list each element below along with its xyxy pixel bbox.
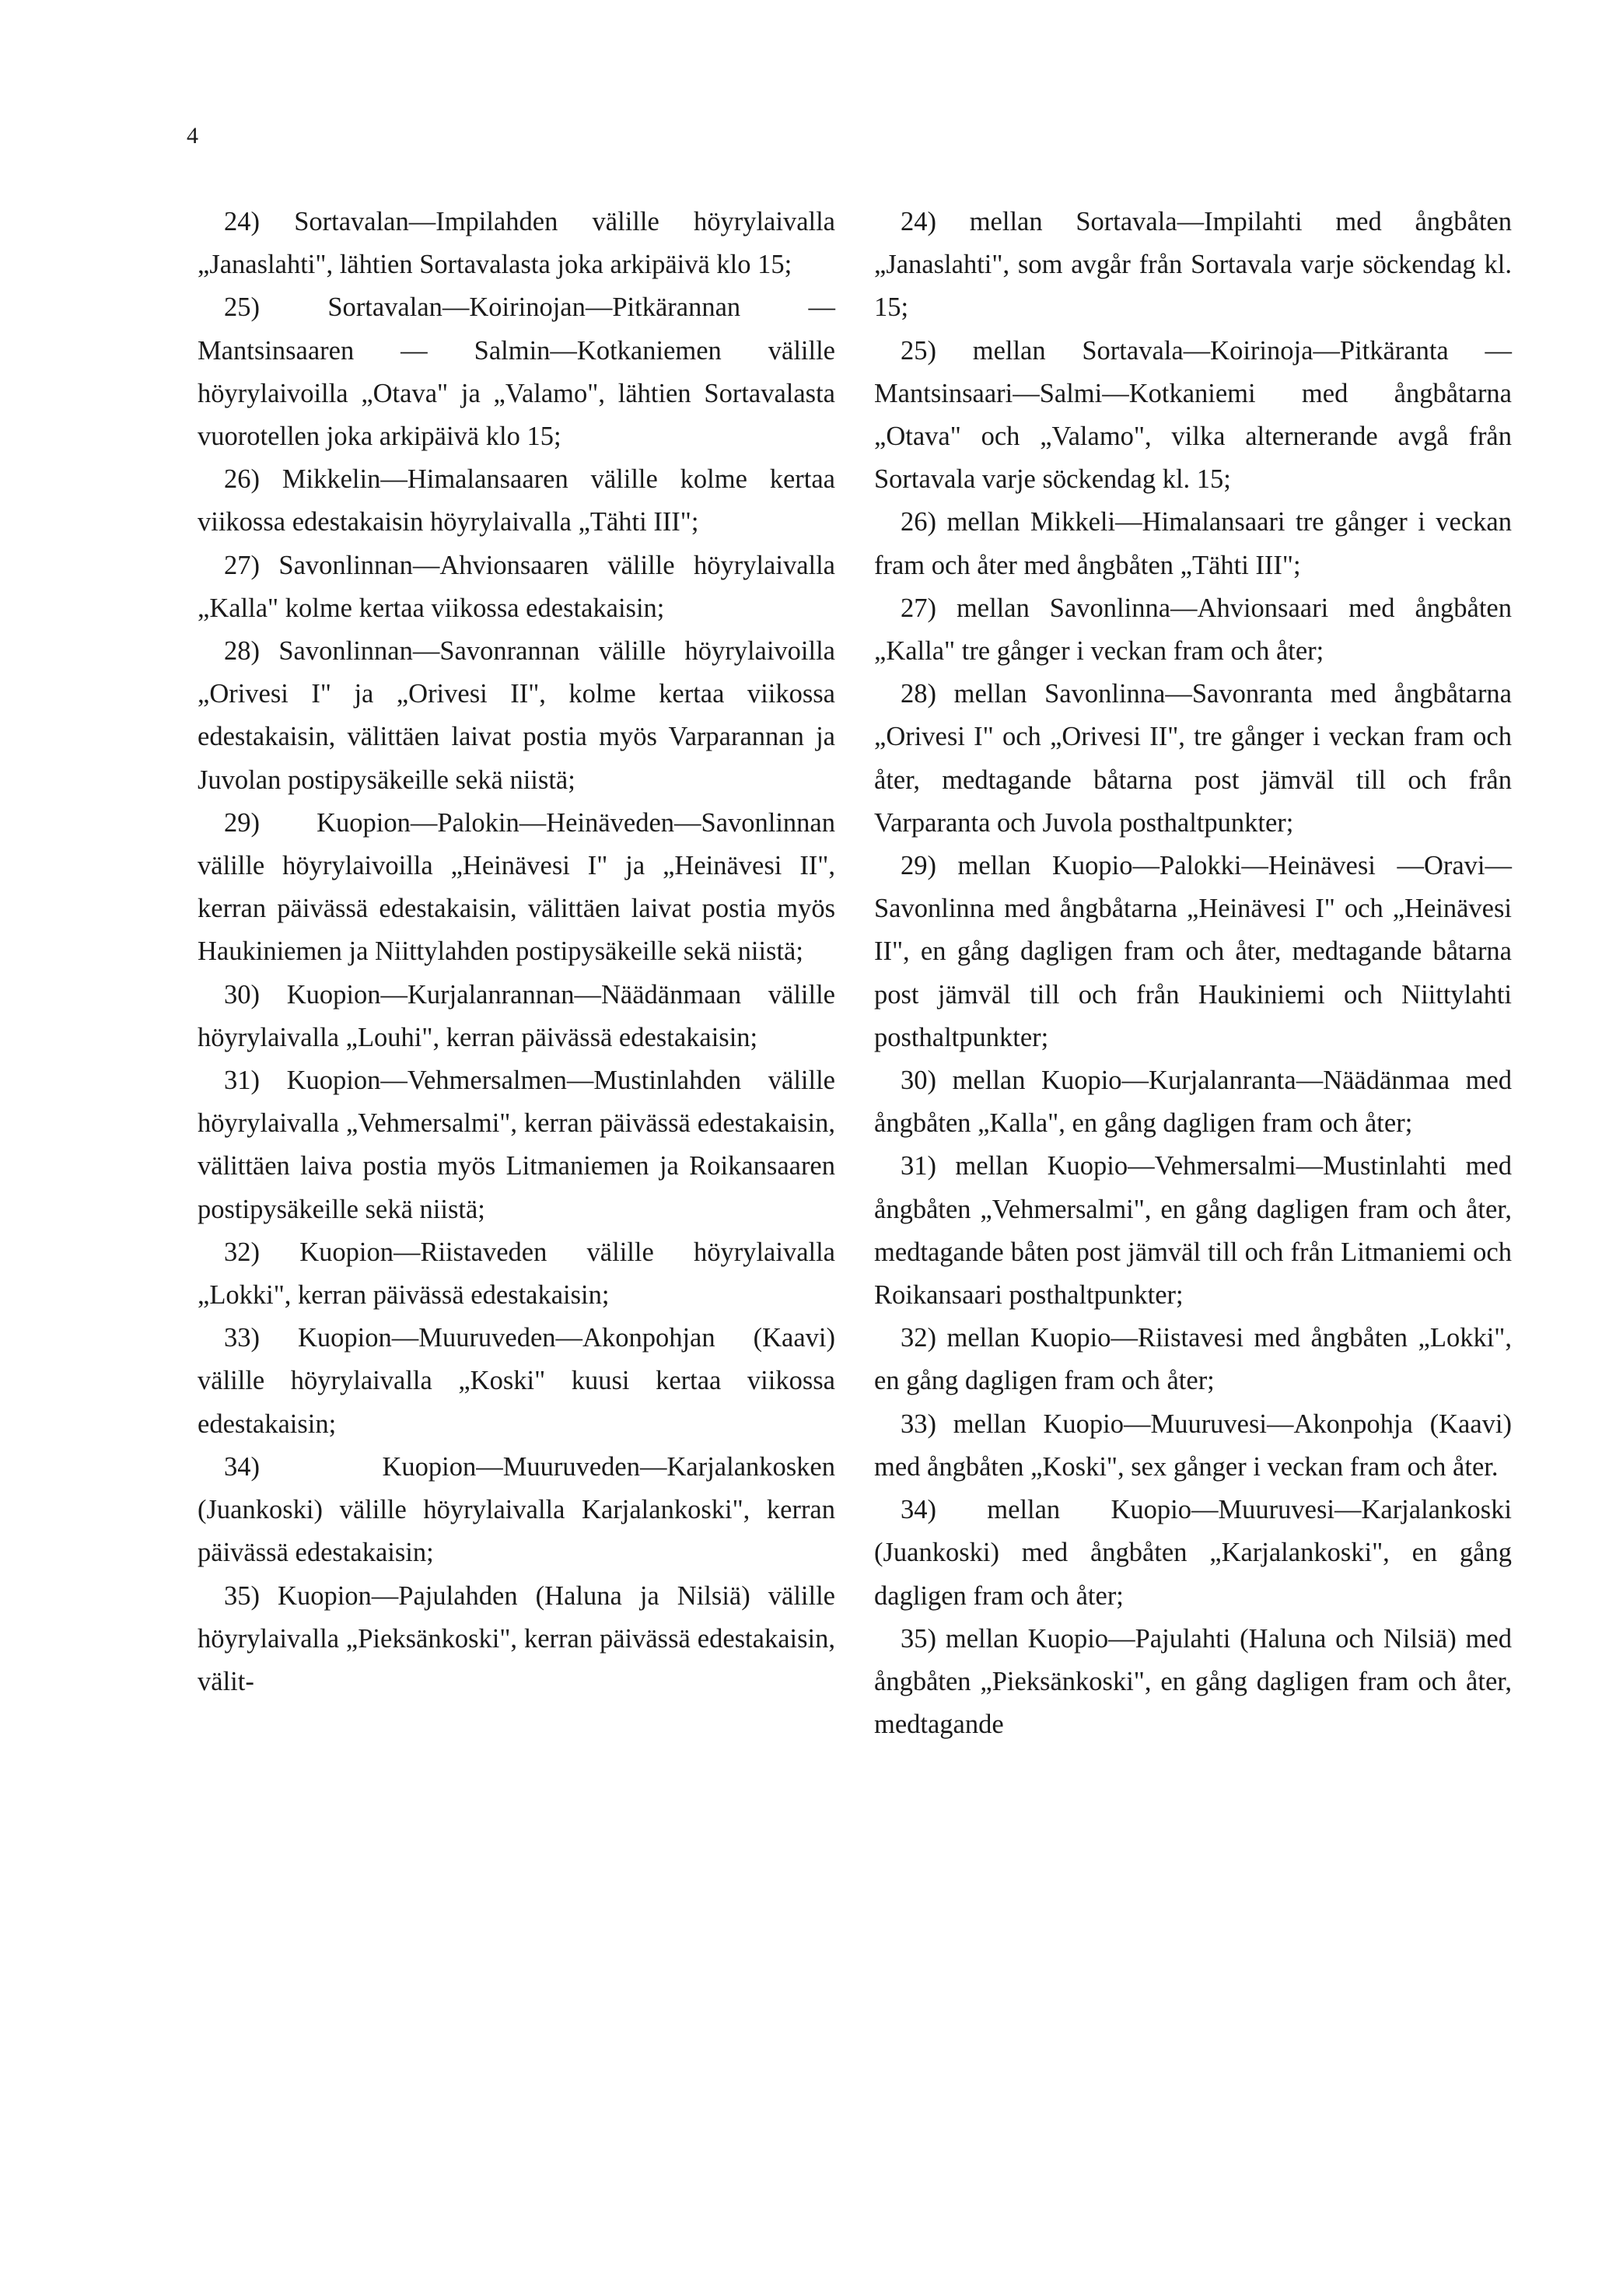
paragraph-item-34-sv: 34) mellan Kuopio—Muuruvesi—Karjalankoski (Juankoski) med ångbåten „Karjalankoski", en gång dagligen fram och åter; bbox=[874, 1495, 1512, 1611]
paragraph-item-29-sv: 29) mellan Kuopio—Palokki—Heinävesi —Oravi—Savonlinna med ångbåtarna „Heinävesi I" och „Heinävesi II", en gång dagligen fram och åter, medtagande båtarna post jämväl till och från Haukiniemi och Niittylahti posthaltpunkter; bbox=[874, 851, 1512, 1052]
paragraph-item-35-fi: 35) Kuopion—Pajulahden (Haluna ja Nilsiä) välille höyrylaivalla „Pieksänkoski", kerran päivässä edestakaisin, välit- bbox=[198, 1580, 835, 1696]
paragraph-item-33-sv: 33) mellan Kuopio—Muuruvesi—Akonpohja (Kaavi) med ångbåten „Koski", sex gånger i veckan fram och åter. bbox=[874, 1409, 1512, 1482]
paragraph-item-32-sv: 32) mellan Kuopio—Riistavesi med ångbåten „Lokki", en gång dagligen fram och åter; bbox=[874, 1323, 1512, 1396]
paragraph-item-24-sv: 24) mellan Sortavala—Impilahti med ångbåten „Janaslahti", som avgår från Sortavala varje söckendag kl. 15; bbox=[874, 207, 1512, 323]
paragraph-item-33-fi: 33) Kuopion—Muuruveden—Akonpohjan (Kaavi) välille höyrylaivalla „Koski" kuusi kertaa viikossa edestakaisin; bbox=[198, 1323, 835, 1439]
paragraph-item-27-fi: 27) Savonlinnan—Ahvionsaaren välille höyrylaivalla „Kalla" kolme kertaa viikossa edestakaisin; bbox=[198, 550, 835, 623]
paragraph-item-30-sv: 30) mellan Kuopio—Kurjalanranta—Näädänmaa med ångbåten „Kalla", en gång dagligen fram och åter; bbox=[874, 1066, 1512, 1139]
paragraph-item-29-fi: 29) Kuopion—Palokin—Heinäveden—Savonlinnan välille höyrylaivoilla „Heinävesi I" ja „Heinävesi II", kerran päivässä edestakaisin, välittäen laivat postia myös Haukiniemen ja Niittylahden postipysäkeille sekä niistä; bbox=[198, 807, 835, 967]
paragraph-item-32-fi: 32) Kuopion—Riistaveden välille höyrylaivalla „Lokki", kerran päivässä edestakaisin; bbox=[198, 1237, 835, 1311]
paragraph-item-31-sv: 31) mellan Kuopio—Vehmersalmi—Mustinlahti med ångbåten „Vehmersalmi", en gång dagligen fram och åter, medtagande båten post jämväl till och från Litmaniemi och Roikansaari posthaltpunkter; bbox=[874, 1151, 1512, 1311]
paragraph-item-28-fi: 28) Savonlinnan—Savonrannan välille höyrylaivoilla „Orivesi I" ja „Orivesi II", kolme kertaa viikossa edestakaisin, välittäen laivat postia myös Varparannan ja Juvolan postipysäkeille sekä niistä; bbox=[198, 636, 835, 795]
paragraph-item-25-fi: 25) Sortavalan—Koirinojan—Pitkärannan — Mantsinsaaren — Salmin—Kotkaniemen välille höyrylaivoilla „Otava" ja „Valamo", lähtien Sortavalasta vuorotellen joka arkipäivä klo 15; bbox=[198, 292, 835, 452]
paragraph-item-34-fi: 34) Kuopion—Muuruveden—Karjalankosken (Juankoski) välille höyrylaivalla Karjalankoski", kerran päivässä edestakaisin; bbox=[198, 1451, 835, 1568]
paragraph-item-30-fi: 30) Kuopion—Kurjalanrannan—Näädänmaan välille höyrylaivalla „Louhi", kerran päivässä edestakaisin; bbox=[198, 979, 835, 1052]
finnish-text-column bbox=[198, 201, 835, 1703]
paragraph-item-26-fi: 26) Mikkelin—Himalansaaren välille kolme kertaa viikossa edestakaisin höyrylaivalla „Tähti III"; bbox=[198, 464, 835, 537]
swedish-text-column bbox=[874, 201, 1512, 1746]
paragraph-item-25-sv: 25) mellan Sortavala—Koirinoja—Pitkäranta — Mantsinsaari—Salmi—Kotkaniemi med ångbåtarna „Otava" och „Valamo", vilka alternerande avgå från Sortavala varje söckendag kl. 15; bbox=[874, 335, 1512, 495]
paragraph-item-27-sv: 27) mellan Savonlinna—Ahvionsaari med ångbåten „Kalla" tre gånger i veckan fram och åter; bbox=[874, 593, 1512, 667]
paragraph-item-31-fi: 31) Kuopion—Vehmersalmen—Mustinlahden välille höyrylaivalla „Vehmersalmi", kerran päivässä edestakaisin, välittäen laiva postia myös Litmaniemen ja Roikansaaren postipysäkeille sekä niistä; bbox=[198, 1066, 835, 1224]
paragraph-item-28-sv: 28) mellan Savonlinna—Savonranta med ångbåtarna „Orivesi I" och „Orivesi II", tre gånger i veckan fram och åter, medtagande båtarna post jämväl till och från Varparanta och Juvola posthaltpunkter; bbox=[874, 679, 1512, 838]
paragraph-item-24-fi: 24) Sortavalan—Impilahden välille höyrylaivalla „Janaslahti", lähtien Sortavalasta joka arkipäivä klo 15; bbox=[198, 207, 835, 280]
paragraph-item-35-sv: 35) mellan Kuopio—Pajulahti (Haluna och Nilsiä) med ångbåten „Pieksänkoski", en gång dagligen fram och åter, medtagande bbox=[874, 1623, 1512, 1740]
page-number: 4 bbox=[187, 123, 198, 149]
paragraph-item-26-sv: 26) mellan Mikkeli—Himalansaari tre gånger i veckan fram och åter med ångbåten „Tähti III"; bbox=[874, 507, 1512, 580]
